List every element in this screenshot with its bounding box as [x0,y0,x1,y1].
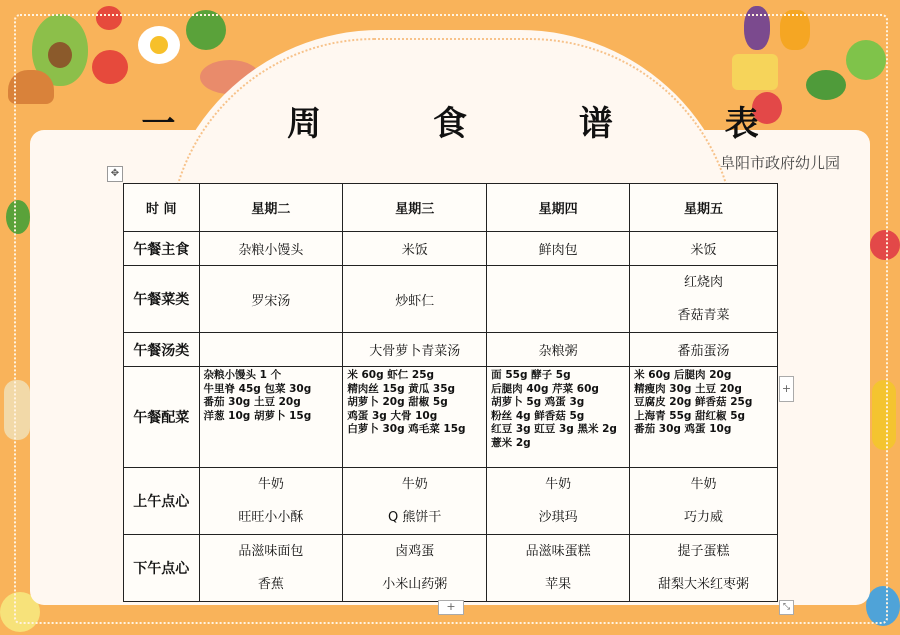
table-cell[interactable] [630,468,778,535]
table-move-handle[interactable]: ✥ [107,166,123,182]
table-cell[interactable] [199,535,343,602]
cell-line: 红豆 3g 豇豆 3g 黑米 2g [491,423,617,435]
table-cell[interactable]: 杂粮小馒头 [199,232,343,266]
table-row [124,468,778,535]
table-resize-handle[interactable]: ⤡ [779,600,794,615]
table-cell[interactable] [487,468,630,535]
cell-line: 胡萝卜 20g 甜椒 5g [347,396,448,408]
page-title: 一 周 食 谱 表 [141,104,809,144]
egg-yolk-decoration [150,36,168,54]
cell-line: 鸡蛋 3g 大骨 10g [347,409,438,422]
cell-line: 上海青 55g 甜红椒 5g [634,409,746,422]
avocado-seed-decoration [48,42,72,68]
cell-line: 沙琪玛 [538,510,578,525]
table-cell[interactable]: 鲜肉包 [487,232,630,266]
cell-line: 精肉丝 15g 黄瓜 35g [347,382,456,395]
table-row [124,266,778,333]
header-friday: 星期五 [630,184,778,232]
table-cell[interactable] [630,535,778,602]
row-label: 下午点心 [124,535,200,602]
cell-line: 杂粮小馒头 1 个 [203,369,282,381]
table-row [124,232,778,266]
header-row [124,184,778,232]
table-cell[interactable] [343,367,487,468]
pepper-decoration [780,10,810,50]
table-cell[interactable] [199,367,343,468]
cell-line: 牛奶 [401,477,428,492]
table-cell[interactable]: 杂粮粥 [487,333,630,367]
row-label: 午餐汤类 [124,333,200,367]
table-cell[interactable]: 大骨萝卜青菜汤 [343,333,487,367]
table-cell[interactable] [487,266,630,333]
cell-line: 面 55g 酵子 5g [491,369,571,381]
cell-line: 香菇青菜 [677,308,730,323]
add-row-button[interactable]: + [438,600,464,615]
cabbage-decoration [846,40,886,80]
table-cell[interactable] [343,535,487,602]
cell-line: 精瘦肉 30g 土豆 20g [634,382,742,395]
cell-line: 甜梨大米红枣粥 [658,577,750,592]
table-cell[interactable] [343,468,487,535]
table-cell[interactable] [487,367,630,468]
cell-line: 香蕉 [257,577,284,592]
school-name: 阜阳市政府幼儿园 [719,154,840,172]
cell-line: 提子蛋糕 [677,544,730,559]
cell-line: 牛奶 [257,477,284,492]
table-cell[interactable] [630,367,778,468]
cell-line: 巧力威 [684,510,724,525]
cell-line: Q 熊饼干 [388,510,442,525]
cell-line: 后腿肉 40g 芹菜 60g [491,382,599,395]
cell-line: 牛奶 [690,477,717,492]
header-tuesday: 星期二 [199,184,343,232]
cell-line: 米 60g 后腿肉 20g [634,369,732,381]
table-cell[interactable]: 米饭 [343,232,487,266]
table-cell[interactable] [630,266,778,333]
cell-line: 卤鸡蛋 [395,544,435,559]
table-cell[interactable] [487,535,630,602]
table-cell[interactable]: 炒虾仁 [343,266,487,333]
cell-line: 番茄 30g 土豆 20g [203,396,301,408]
corn-decoration [872,380,896,450]
header-thursday: 星期四 [487,184,630,232]
tomato-decoration-2 [96,6,122,30]
row-label: 上午点心 [124,468,200,535]
cell-line: 米 60g 虾仁 25g [347,369,435,381]
row-label: 午餐菜类 [124,266,200,333]
cell-line: 粉丝 4g 鲜香菇 5g [491,409,585,422]
cell-line: 薏米 2g [491,436,531,449]
bread-decoration [4,380,30,440]
row-label: 午餐配菜 [124,367,200,468]
add-column-button[interactable]: + [779,376,794,402]
cheese-decoration [732,54,778,90]
cell-line: 洋葱 10g 胡萝卜 15g [203,409,312,422]
cell-line: 牛奶 [545,477,572,492]
cell-line: 红烧肉 [684,275,724,290]
table-cell[interactable]: 米饭 [630,232,778,266]
table-row [124,535,778,602]
cell-line: 胡萝卜 5g 鸡蛋 3g [491,396,585,408]
cell-line: 旺旺小小酥 [238,510,304,525]
table-cell[interactable] [199,333,343,367]
tomato-slice-decoration [870,230,900,260]
leaf-decoration [6,200,30,234]
header-wednesday: 星期三 [343,184,487,232]
table-cell[interactable]: 罗宋汤 [199,266,343,333]
cell-line: 白萝卜 30g 鸡毛菜 15g [347,423,466,435]
cell-line: 豆腐皮 20g 鲜香菇 25g [634,396,753,408]
cell-line: 小米山药粥 [382,577,448,592]
tomato-decoration [92,50,128,84]
cell-line: 番茄 30g 鸡蛋 10g [634,423,732,435]
table-cell[interactable]: 番茄蛋汤 [630,333,778,367]
table-cell[interactable] [199,468,343,535]
salad-bowl-decoration-2 [866,586,900,626]
header-time: 时 间 [124,184,200,232]
cell-line: 牛里脊 45g 包菜 30g [203,382,312,395]
broccoli-decoration [186,10,226,50]
cell-line: 品滋味面包 [238,544,304,559]
table-row [124,333,778,367]
table-row [124,367,778,468]
cell-line: 苹果 [545,577,572,592]
eggplant-decoration [744,6,770,50]
weekly-menu-table [123,183,778,602]
cell-line: 品滋味蛋糕 [525,544,591,559]
row-label: 午餐主食 [124,232,200,266]
